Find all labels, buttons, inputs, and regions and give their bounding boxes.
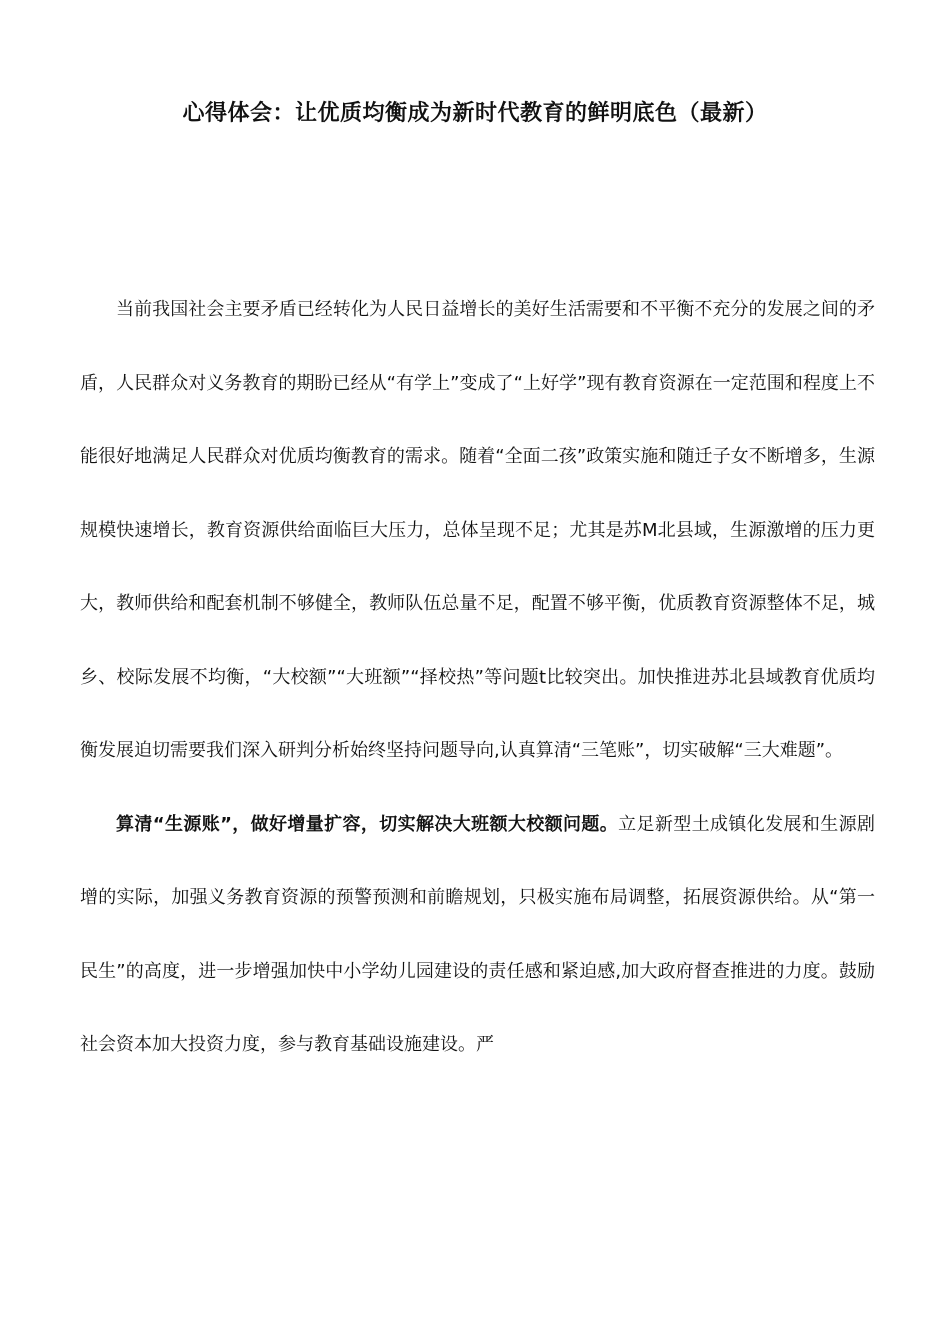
paragraph-enrollment-heading: 算清“生源账”，做好增量扩容，切实解决大班额大校额问题。 bbox=[116, 813, 619, 835]
document-body bbox=[80, 273, 875, 1082]
paragraph-enrollment bbox=[80, 788, 875, 1082]
paragraph-intro-text: 当前我国社会主要矛盾已经转化为人民日益增长的美好生活需要和不平衡不充分的发展之间的矛盾，人民群众对义务教育的期盼已经从“有学上”变成了“上好学”现有教育资源在一定范围和程度上不能很好地满足人民群众对优质均衡教育的需求。随着“全面二孩”政策实施和随迁子女不断增多，生源规模快速增长，教育资源供给面临巨大压力，总体呈现不足；尤其是苏M北县域，生源激增的压力更大，教师供给和配套机制不够健全，教师队伍总量不足，配置不够平衡，优质教育资源整体不足，城乡、校际发展不均衡，“大校额”“大班额”“择校热”等问题t比较突出。加快推进苏北县域教育优质均衡发展迫切需要我们深入研判分析始终坚持问题导向,认真算清“三笔账”，切实破解“三大难题”。 bbox=[80, 299, 875, 761]
document-title: 心得体会：让优质均衡成为新时代教育的鲜明底色（最新） bbox=[182, 101, 768, 126]
paragraph-intro bbox=[80, 273, 875, 788]
paragraph-enrollment-text: 立足新型土成镇化发展和生源剧增的实际，加强义务教育资源的预警预测和前瞻规划，只极实施布局调整，拓展资源供给。从“第一民生”的高度，进一步增强加快中小学幼儿园建设的责任感和紧迫感,加大政府督查推进的力度。鼓励社会资本加大投资力度，参与教育基础设施建设。严 bbox=[80, 813, 875, 1055]
